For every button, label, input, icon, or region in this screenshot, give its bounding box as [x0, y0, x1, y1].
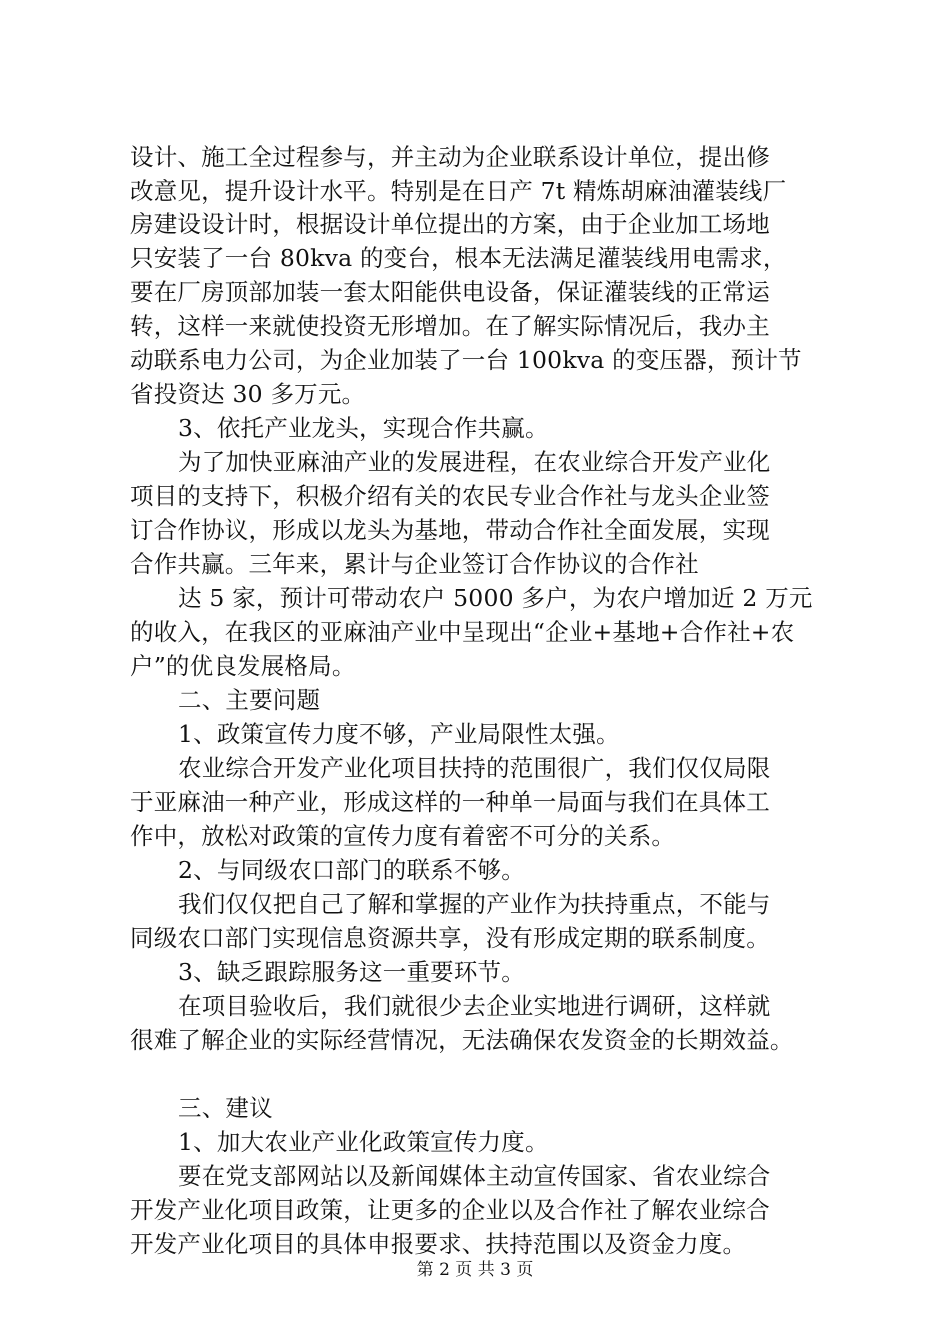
- body-text-line: 项目的支持下，积极介绍有关的农民专业合作社与龙头企业签: [130, 482, 770, 510]
- page-number-footer: 第 2 页 共 3 页: [416, 1260, 534, 1280]
- body-text-line: 房建设设计时，根据设计单位提出的方案，由于企业加工场地: [130, 210, 770, 238]
- body-text-line: 订合作协议，形成以龙头为基地，带动合作社全面发展，实现: [130, 516, 770, 544]
- body-text-line: 改意见，提升设计水平。特别是在日产 7t 精炼胡麻油灌装线厂: [130, 177, 787, 205]
- section-heading: 三、建议: [178, 1094, 273, 1122]
- body-text-line: 合作共赢。三年来，累计与企业签订合作协议的合作社: [130, 550, 699, 578]
- body-text-line: 的收入，在我区的亚麻油产业中呈现出“企业+基地+合作社+农: [130, 618, 795, 646]
- body-text-line: 只安装了一台 80kva 的变台，根本无法满足灌装线用电需求，: [130, 244, 787, 272]
- body-text-line: 动联系电力公司，为企业加装了一台 100kva 的变压器，预计节: [130, 346, 802, 374]
- body-text-line: 开发产业化项目的具体申报要求、扶持范围以及资金力度。: [130, 1230, 747, 1258]
- section-subheading: 3、依托产业龙头，实现合作共赢。: [178, 414, 549, 442]
- body-text-line: 于亚麻油一种产业，形成这样的一种单一局面与我们在具体工: [130, 788, 770, 816]
- body-text-line: 户”的优良发展格局。: [130, 652, 356, 680]
- body-text-line: 在项目验收后，我们就很少去企业实地进行调研，这样就: [178, 992, 771, 1020]
- section-subheading: 3、缺乏跟踪服务这一重要环节。: [178, 958, 525, 986]
- body-text-line: 设计、施工全过程参与，并主动为企业联系设计单位，提出修: [130, 143, 770, 171]
- body-text-line: 开发产业化项目政策，让更多的企业以及合作社了解农业综合: [130, 1196, 770, 1224]
- body-text-line: 同级农口部门实现信息资源共享，没有形成定期的联系制度。: [130, 924, 770, 952]
- body-text-line: 我们仅仅把自己了解和掌握的产业作为扶持重点，不能与: [178, 890, 771, 918]
- body-text-line: 转，这样一来就使投资无形增加。在了解实际情况后，我办主: [130, 312, 770, 340]
- body-text-line: 达 5 家，预计可带动农户 5000 多户，为农户增加近 2 万元: [178, 584, 813, 612]
- body-text-line: 很难了解企业的实际经营情况，无法确保农发资金的长期效益。: [130, 1026, 794, 1054]
- body-text-line: 要在厂房顶部加装一套太阳能供电设备，保证灌装线的正常运: [130, 278, 770, 306]
- body-text-line: 农业综合开发产业化项目扶持的范围很广，我们仅仅局限: [178, 754, 771, 782]
- section-subheading: 2、与同级农口部门的联系不够。: [178, 856, 525, 884]
- body-text-line: 作中，放松对政策的宣传力度有着密不可分的关系。: [130, 822, 676, 850]
- body-text-line: 要在党支部网站以及新闻媒体主动宣传国家、省农业综合: [178, 1162, 771, 1190]
- section-subheading: 1、政策宣传力度不够，产业局限性太强。: [178, 720, 620, 748]
- section-heading: 二、主要问题: [178, 686, 321, 714]
- body-text-line: 省投资达 30 多万元。: [130, 380, 366, 408]
- body-text-line: 为了加快亚麻油产业的发展进程，在农业综合开发产业化: [178, 448, 771, 476]
- section-subheading: 1、加大农业产业化政策宣传力度。: [178, 1128, 549, 1156]
